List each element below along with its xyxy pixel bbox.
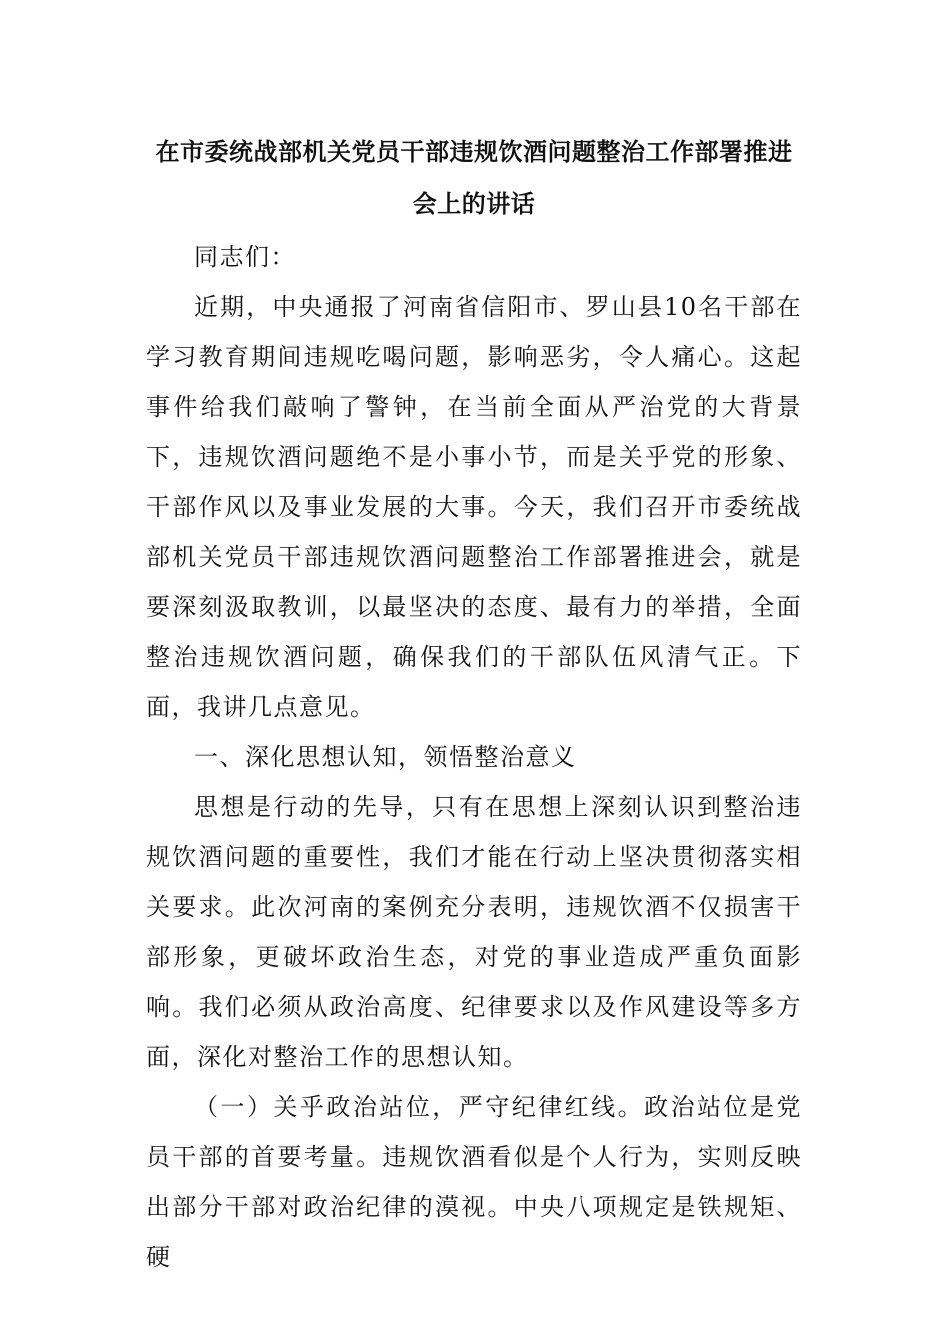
document-title: 在市委统战部机关党员干部违规饮酒问题整治工作部署推进会上的讲话 (155, 138, 793, 218)
paragraph-intro: 近期，中央通报了河南省信阳市、罗山县10名干部在学习教育期间违规吃喝问题，影响恶劣，令人痛心。这起事件给我们敲响了警钟，在当前全面从严治党的大背景下，违规饮酒问题绝不是小事小节，而是关乎党的形象、干部作风以及事业发展的大事。今天，我们召开市委统战部机关党员干部违规饮酒问题整治工作部署推进会，就是要深刻汲取教训，以最坚决的态度、最有力的举措，全面整治违规饮酒问题，确保我们的干部队伍风清气正。下面，我讲几点意见。 (146, 293, 802, 721)
paragraph-section-1: 思想是行动的先导，只有在思想上深刻认识到整治违规饮酒问题的重要性，我们才能在行动上坚决贯彻落实相关要求。此次河南的案例充分表明，违规饮酒不仅损害干部形象，更破坏政治生态，对党的事业造成严重负面影响。我们必须从政治高度、纪律要求以及作风建设等多方面，深化对整治工作的思想认知。 (146, 793, 802, 1071)
paragraph-subsection-1: （一）关乎政治站位，严守纪律红线。政治站位是党员干部的首要考量。违规饮酒看似是个人行为，实则反映出部分干部对政治纪律的漠视。中央八项规定是铁规矩、硬 (146, 1093, 802, 1271)
document-body (146, 126, 802, 1282)
salutation: 同志们： (194, 243, 296, 271)
section-heading-1: 一、深化思想认知，领悟整治意义 (194, 743, 577, 771)
